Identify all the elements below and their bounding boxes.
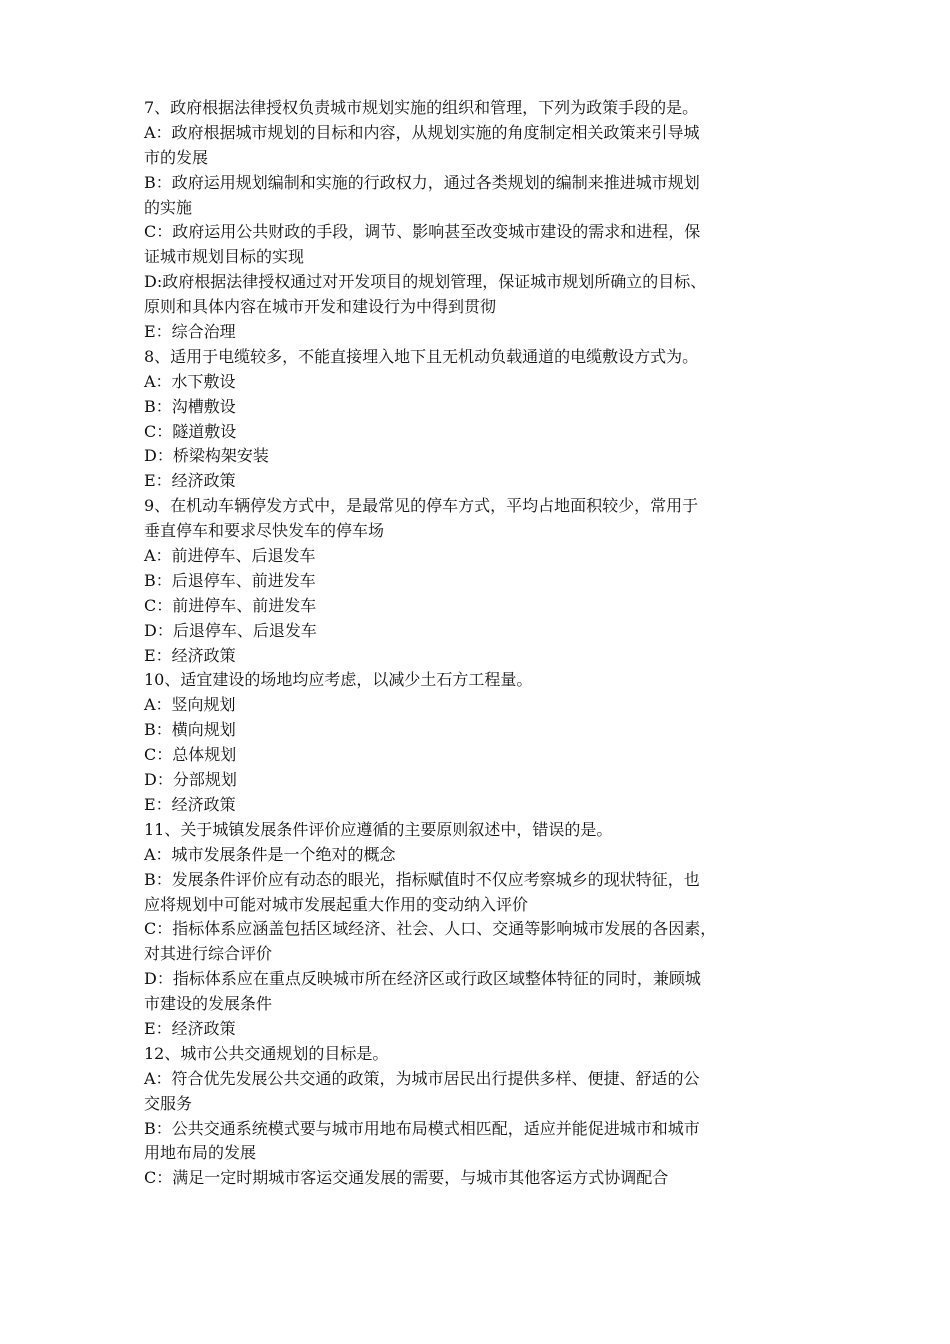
text-line: B：横向规划 xyxy=(144,720,236,740)
text-line: A：竖向规划 xyxy=(144,695,236,715)
text-line: C：隧道敷设 xyxy=(144,421,237,441)
text-line: E：经济政策 xyxy=(144,1018,236,1038)
text-line: 应将规划中可能对城市发展起重大作用的变动纳入评价 xyxy=(144,894,529,914)
text-line: 11、关于城镇发展条件评价应遵循的主要原则叙述中，错误的是。 xyxy=(144,819,613,839)
text-line: D：分部规划 xyxy=(144,770,237,790)
text-line: D:政府根据法律授权通过对开发项目的规划管理，保证城市规划所确立的目标、 xyxy=(144,272,707,292)
text-line: B：公共交通系统模式要与城市用地布局模式相匹配，适应并能促进城市和城市 xyxy=(144,1118,700,1138)
text-line: D：桥梁构架安装 xyxy=(144,446,269,466)
text-line: A：符合优先发展公共交通的政策，为城市居民出行提供多样、便捷、舒适的公 xyxy=(144,1068,700,1088)
text-line: C：指标体系应涵盖包括区域经济、社会、人口、交通等影响城市发展的各因素， xyxy=(144,919,717,939)
text-line: A：政府根据城市规划的目标和内容，从规划实施的角度制定相关政策来引导城 xyxy=(144,122,700,142)
text-line: C：总体规划 xyxy=(144,745,237,765)
text-line: 交服务 xyxy=(144,1093,193,1113)
text-line: B：政府运用规划编制和实施的行政权力，通过各类规划的编制来推进城市规划 xyxy=(144,172,700,192)
text-line: C：前进停车、前进发车 xyxy=(144,595,317,615)
text-line: E：综合治理 xyxy=(144,322,236,342)
text-line: 12、城市公共交通规划的目标是。 xyxy=(144,1043,389,1063)
text-line: 的实施 xyxy=(144,197,193,217)
text-line: E：经济政策 xyxy=(144,471,236,491)
text-line: D：后退停车、后退发车 xyxy=(144,620,317,640)
document-page xyxy=(144,96,810,1191)
text-line: 对其进行综合评价 xyxy=(144,944,273,964)
text-line: 10、适宜建设的场地均应考虑，以减少土石方工程量。 xyxy=(144,670,533,690)
text-line: A：城市发展条件是一个绝对的概念 xyxy=(144,844,396,864)
text-line: E：经济政策 xyxy=(144,645,236,665)
text-line: 用地布局的发展 xyxy=(144,1143,257,1163)
text-line: 市的发展 xyxy=(144,147,209,167)
text-line: 原则和具体内容在城市开发和建设行为中得到贯彻 xyxy=(144,297,497,317)
text-line: 7、政府根据法律授权负责城市规划实施的组织和管理，下列为政策手段的是。 xyxy=(144,98,699,117)
text-line: 证城市规划目标的实现 xyxy=(144,247,305,267)
text-line: C：政府运用公共财政的手段，调节、影响甚至改变城市建设的需求和进程，保 xyxy=(144,222,701,242)
text-line: D：指标体系应在重点反映城市所在经济区或行政区域整体特征的同时，兼顾城 xyxy=(144,969,701,989)
text-line: A：水下敷设 xyxy=(144,371,236,391)
text-line: 9、在机动车辆停发方式中，是最常见的停车方式，平均占地面积较少，常用于 xyxy=(144,496,699,516)
text-line: B：后退停车、前进发车 xyxy=(144,570,316,590)
text-line: B：发展条件评价应有动态的眼光，指标赋值时不仅应考察城乡的现状特征，也 xyxy=(144,869,700,889)
text-line: C：满足一定时期城市客运交通发展的需要，与城市其他客运方式协调配合 xyxy=(144,1168,669,1188)
text-line: B：沟槽敷设 xyxy=(144,396,236,416)
text-line: A：前进停车、后退发车 xyxy=(144,546,316,566)
text-line: E：经济政策 xyxy=(144,794,236,814)
text-line: 垂直停车和要求尽快发车的停车场 xyxy=(144,521,385,541)
text-line: 市建设的发展条件 xyxy=(144,994,273,1014)
text-line: 8、适用于电缆较多，不能直接埋入地下且无机动负载通道的电缆敷设方式为。 xyxy=(144,346,699,366)
